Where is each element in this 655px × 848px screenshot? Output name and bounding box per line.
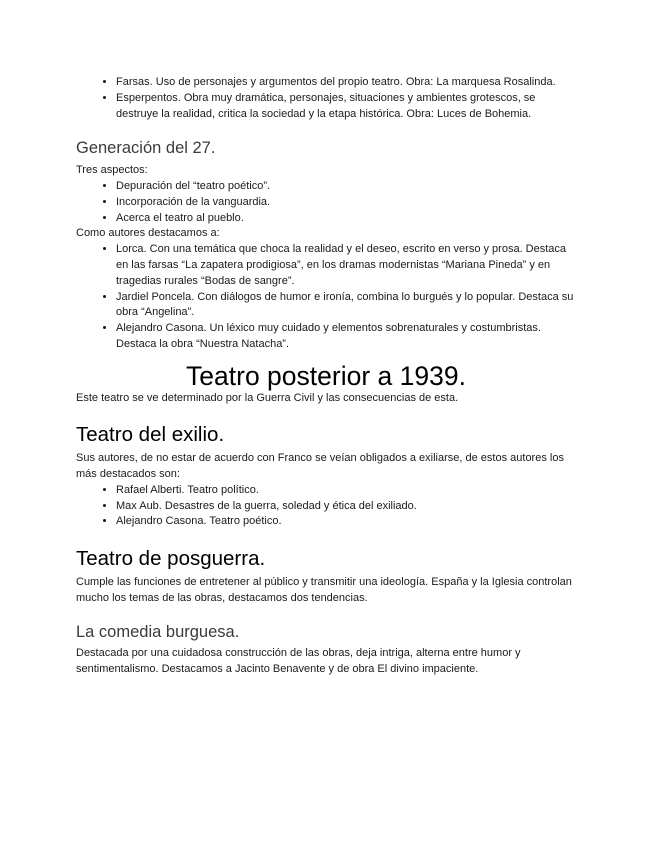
- post1939-text: Este teatro se ve determinado por la Guerra Civil y las consecuencias de esta.: [76, 391, 459, 404]
- posguerra-text: Cumple las funciones de entretener al público y transmitir una ideología. España y la Iglesia controlan mucho los temas de las obras, destacamos dos tendencias.: [76, 575, 572, 604]
- heading-teatro-posterior-1939: Teatro posterior a 1939.: [186, 360, 466, 391]
- list-item: • Farsas. Uso de personajes y argumentos del propio teatro. Obra: La marquesa Rosalinda.: [116, 75, 576, 91]
- list-item: • Alejandro Casona. Teatro poético.: [116, 514, 576, 530]
- exilio-list: [76, 483, 576, 530]
- document-content: [76, 72, 576, 678]
- gen27-aspects-list: [76, 179, 576, 226]
- exilio-text: Sus autores, de no estar de acuerdo con Franco se veían obligados a exiliarse, de estos autores los más destacados son:: [76, 452, 564, 480]
- list-item: • Lorca. Con una temática que choca la realidad y el deseo, escrito en verso y prosa. Destaca en las farsas “La zapatera prodigiosa”, en los dramas modernistas “Mariana Pineda” y en tragedias rurales “Bodas de sangre”.: [116, 242, 576, 289]
- list-item: • Depuración del “teatro poético”.: [116, 179, 576, 195]
- top-bullet-list: [76, 75, 576, 122]
- list-item: • Acerca el teatro al pueblo.: [116, 211, 576, 227]
- burguesa-text: Destacada por una cuidadosa construcción de las obras, deja intriga, alterna entre humor y sentimentalismo. Destacamos a Jacinto Benavente y de obra El divino impaciente.: [76, 647, 521, 676]
- gen27-authors-intro: Como autores destacamos a:: [76, 227, 220, 240]
- list-item: • Alejandro Casona. Un léxico muy cuidado y elementos sobrenaturales y costumbristas. Destaca la obra “Nuestra Natacha”.: [116, 321, 576, 353]
- gen27-intro: Tres aspectos:: [76, 164, 148, 177]
- heading-teatro-exilio: Teatro del exilio.: [76, 423, 225, 447]
- list-item: • Rafael Alberti. Teatro político.: [116, 483, 576, 499]
- list-item: • Incorporación de la vanguardia.: [116, 195, 576, 211]
- heading-teatro-posguerra: Teatro de posguerra.: [76, 547, 266, 571]
- list-item: • Max Aub. Desastres de la guerra, soledad y ética del exiliado.: [116, 499, 576, 515]
- heading-comedia-burguesa: La comedia burguesa.: [76, 622, 240, 641]
- gen27-authors-list: [76, 242, 576, 353]
- list-item: • Esperpentos. Obra muy dramática, personajes, situaciones y ambientes grotescos, se destruye la realidad, critica la sociedad y la etapa histórica. Obra: Luces de Bohemia.: [116, 91, 576, 123]
- list-item: • Jardiel Poncela. Con diálogos de humor e ironía, combina lo burgués y lo popular. Destaca su obra “Angelina”.: [116, 290, 576, 322]
- heading-generacion-27: Generación del 27.: [76, 139, 216, 158]
